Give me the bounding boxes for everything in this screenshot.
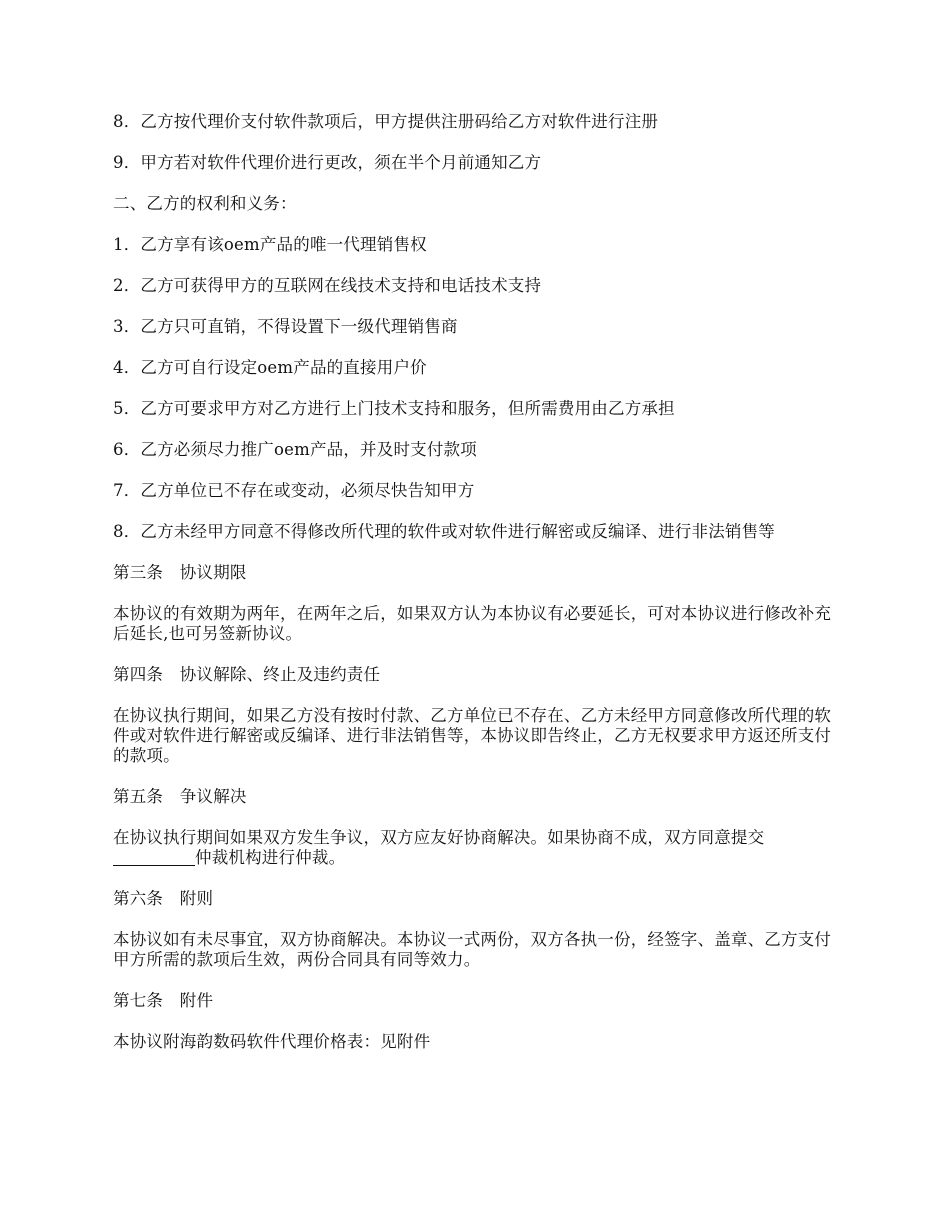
article-7-body: 本协议附海韵数码软件代理价格表：见附件 <box>113 1032 431 1051</box>
article-4-heading: 第四条 协议解除、终止及违约责任 <box>113 665 381 684</box>
article-4-body: 在协议执行期间，如果乙方没有按时付款、乙方单位已不存在、乙方未经甲方同意修改所代理的软件或对软件进行解密或反编译、进行非法销售等，本协议即告终止，乙方无权要求甲方返还所支付的款项。 <box>113 706 832 765</box>
article-3-heading: 第三条 协议期限 <box>113 563 247 582</box>
clause-2-1: 1．乙方享有该oem产品的唯一代理销售权 <box>113 235 427 254</box>
article-5-body-line2: 仲裁机构进行仲裁。 <box>195 848 346 867</box>
clause-2-6: 6．乙方必须尽力推广oem产品，并及时支付款项 <box>113 440 477 459</box>
clause-2-3: 3．乙方只可直销，不得设置下一级代理销售商 <box>113 317 458 336</box>
article-3-body: 本协议的有效期为两年，在两年之后，如果双方认为本协议有必要延长，可对本协议进行修改补充后延长,也可另签新协议。 <box>113 604 832 643</box>
clause-2-7: 7．乙方单位已不存在或变动，必须尽快告知甲方 <box>113 481 475 500</box>
clause-1-8: 8．乙方按代理价支付软件款项后，甲方提供注册码给乙方对软件进行注册 <box>113 112 659 131</box>
article-5-body-line1: 在协议执行期间如果双方发生争议，双方应友好协商解决。如果协商不成，双方同意提交 <box>113 828 765 847</box>
article-5-body <box>113 828 840 868</box>
article-6-body: 本协议如有未尽事宜，双方协商解决。本协议一式两份，双方各执一份，经签字、盖章、乙方支付甲方所需的款项后生效，两份合同具有同等效力。 <box>113 930 832 969</box>
clause-2-2: 2．乙方可获得甲方的互联网在线技术支持和电话技术支持 <box>113 276 542 295</box>
article-6-heading: 第六条 附则 <box>113 889 214 908</box>
clause-2-8: 8．乙方未经甲方同意不得修改所代理的软件或对软件进行解密或反编译、进行非法销售等 <box>113 522 775 541</box>
article-7-heading: 第七条 附件 <box>113 991 214 1010</box>
clause-2-4: 4．乙方可自行设定oem产品的直接用户价 <box>113 358 427 377</box>
document-page <box>113 112 840 1052</box>
section-heading-party-b: 二、乙方的权利和义务： <box>113 194 297 213</box>
arbitration-blank <box>113 849 195 866</box>
article-5-heading: 第五条 争议解决 <box>113 787 247 806</box>
clause-1-9: 9．甲方若对软件代理价进行更改，须在半个月前通知乙方 <box>113 153 542 172</box>
clause-2-5: 5．乙方可要求甲方对乙方进行上门技术支持和服务，但所需费用由乙方承担 <box>113 399 675 418</box>
